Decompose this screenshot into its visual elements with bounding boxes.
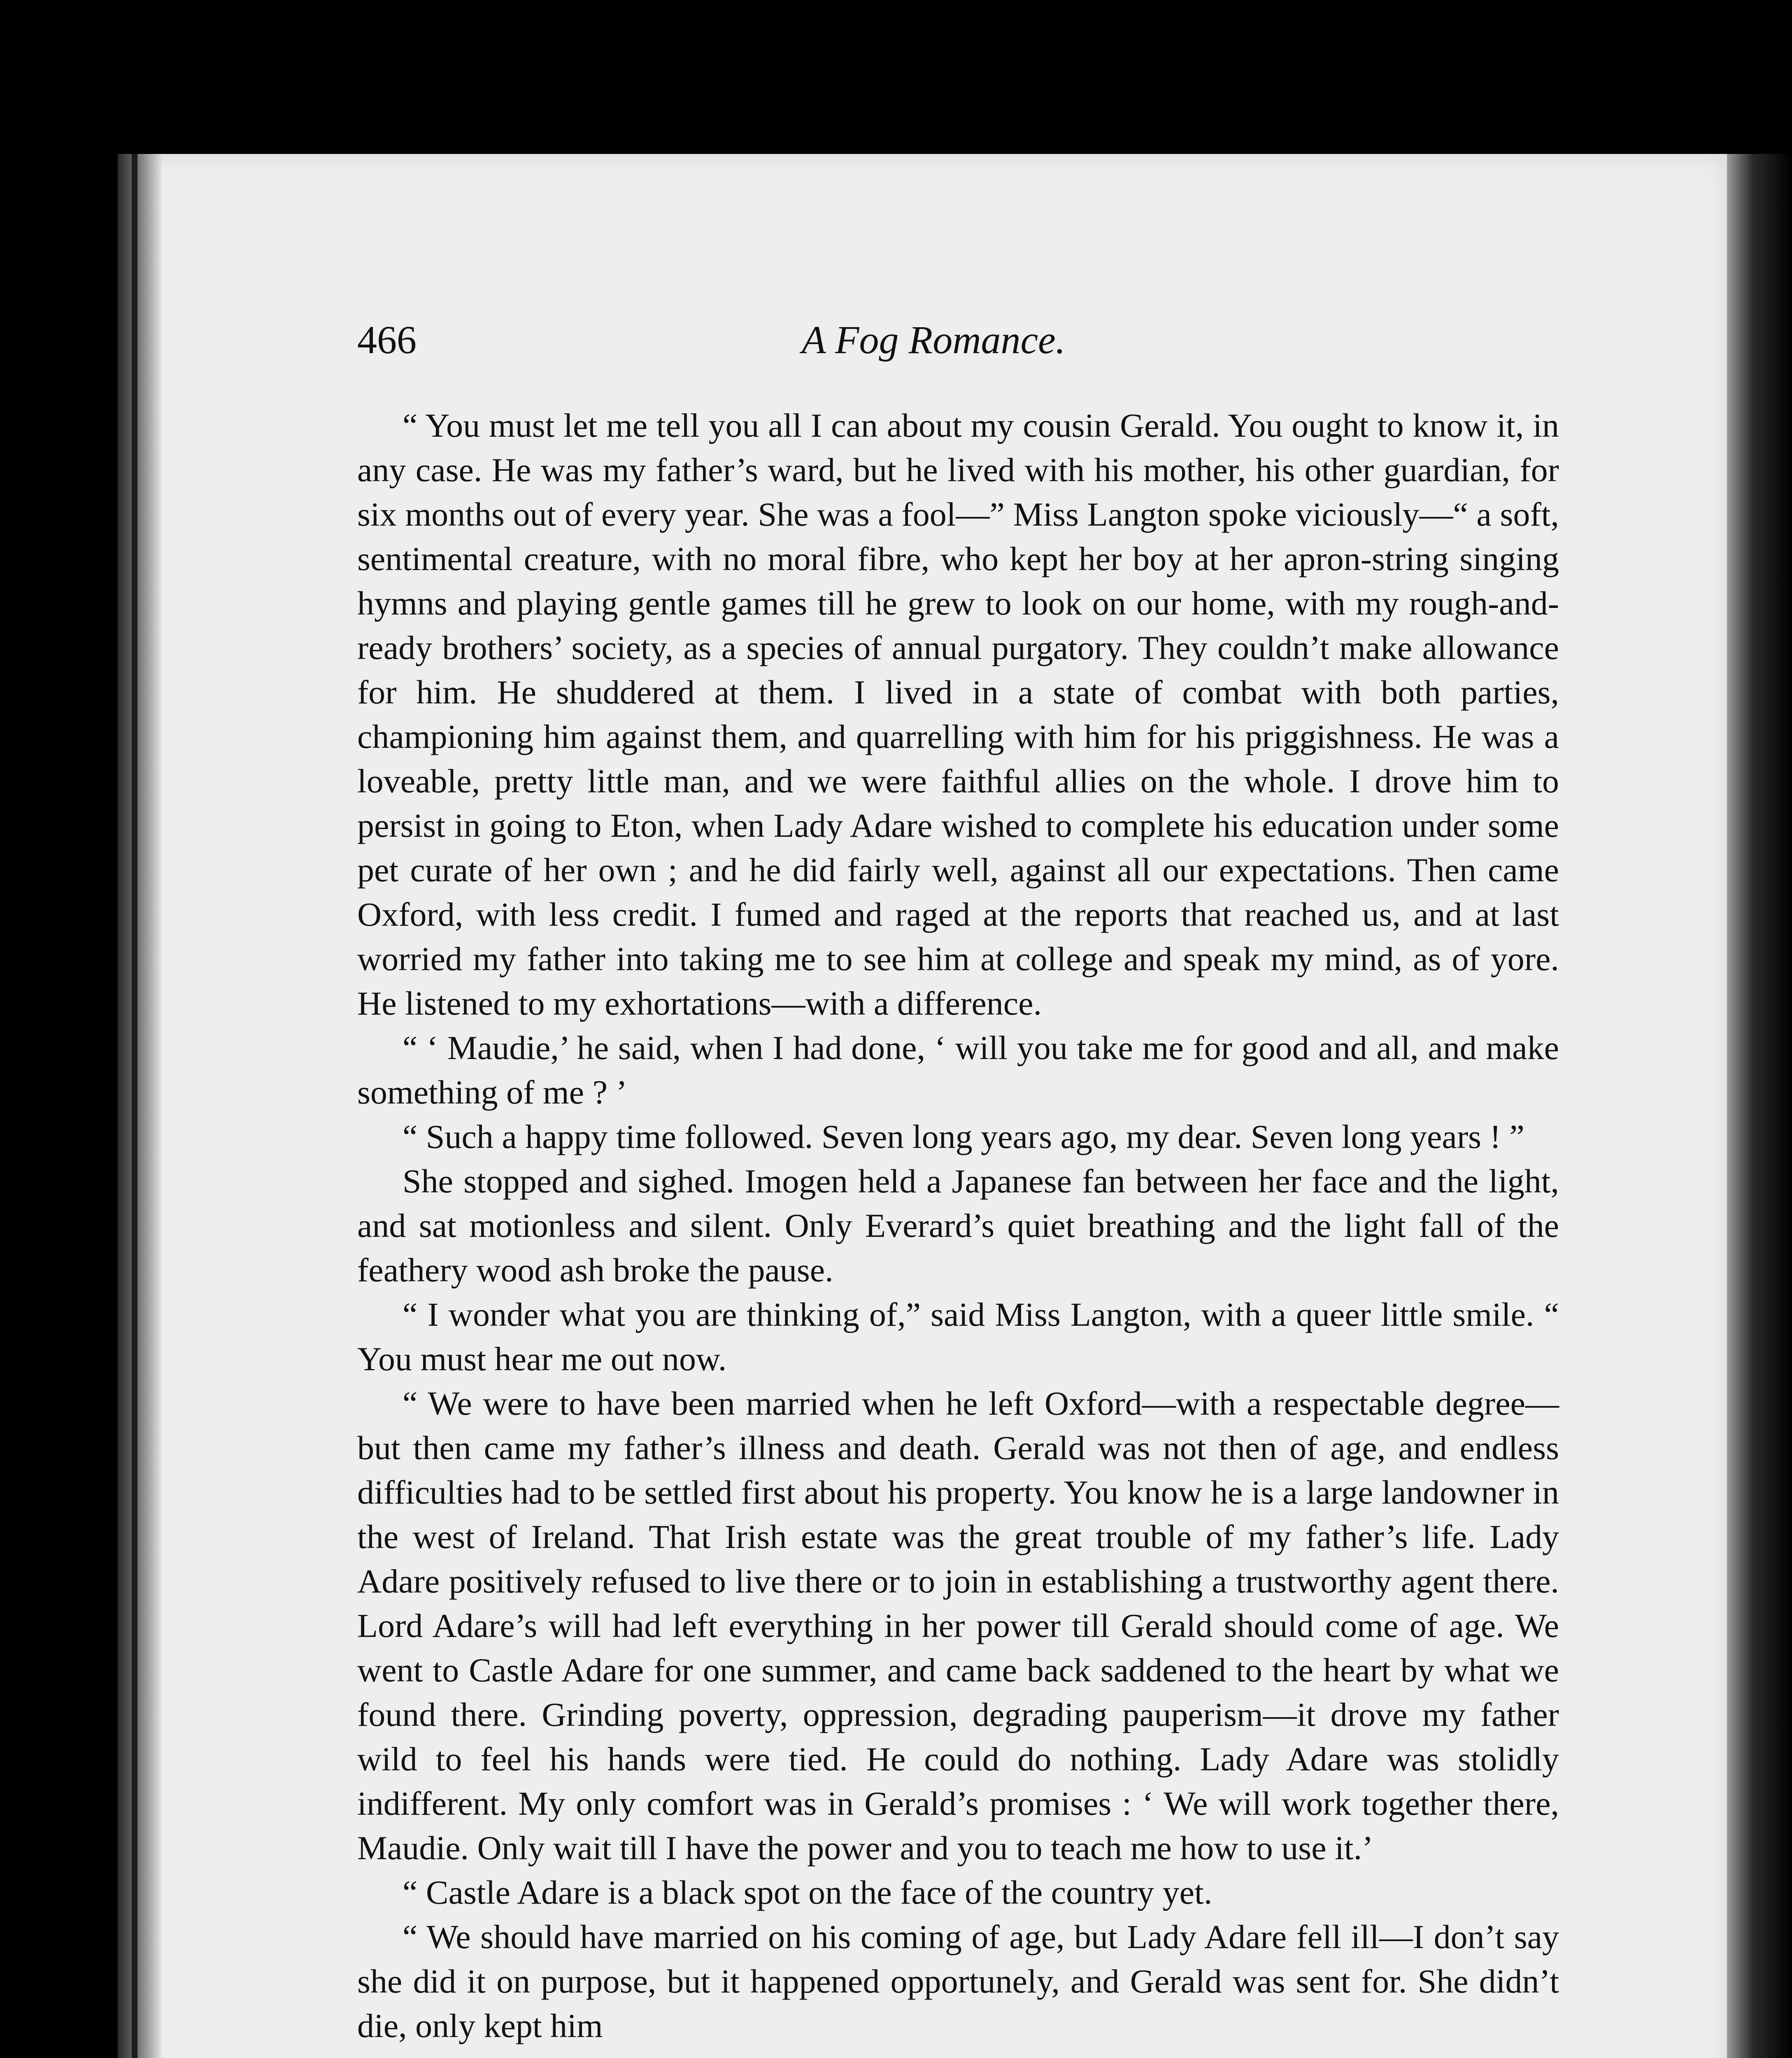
page-number: 466 [357, 318, 417, 362]
spine-line [132, 154, 137, 2058]
paragraph: “ Such a happy time followed. Seven long years ago, my dear. Seven long years ! ” [403, 1118, 1524, 1155]
running-title: A Fog Romance. [802, 318, 1066, 362]
paragraph: She stopped and sighed. Imogen held a Japanese fan between her face and the light, and sat motionless and silent. Only Everard’s quiet breathing and the light fall of the feathery wood ash broke the pause. [357, 1162, 1559, 1289]
page-header [357, 317, 1559, 375]
page-right-edge [1727, 154, 1792, 2058]
paragraph: “ You must let me tell you all I can about my cousin Gerald. You ought to know it, in any case. He was my father’s ward, but he lived with his mother, his other guardian, for six months out of every year. She was a fool—” Miss Langton spoke viciously—“ a soft, sentimental creature, with no moral fibre, who kept her boy at her apron-string singing hymns and playing gentle games till he grew to look on our home, with my rough-and-ready brothers’ society, as a species of annual purgatory. They couldn’t make allowance for him. He shuddered at them. I lived in a state of combat with both parties, championing him against them, and quarrelling with him for his priggishness. He was a loveable, pretty little man, and we were faithful allies on the whole. I drove him to persist in going to Eton, when Lady Adare wished to complete his education under some pet curate of her own ; and he did fairly well, against all our expectations. Then came Oxford, with less credit. I fumed and raged at the reports that reached us, and at last worried my father into taking me to see him at college and speak my mind, as of yore. He listened to my exhortations—with a difference. [357, 407, 1559, 1022]
paragraph: “ Castle Adare is a black spot on the face of the country yet. [403, 1874, 1213, 1911]
paragraph: “ We should have married on his coming of age, but Lady Adare fell ill—I don’t say she did it on purpose, but it happened opportunely, and Gerald was sent for. She didn’t die, only kept him [357, 1918, 1559, 2044]
body-text [357, 403, 1559, 2048]
paragraph: “ ‘ Maudie,’ he said, when I had done, ‘ will you take me for good and all, and make something of me ? ’ [357, 1029, 1559, 1111]
paragraph: “ We were to have been married when he left Oxford—with a respectable degree—but then came my father’s illness and death. Gerald was not then of age, and endless difficulties had to be settled first about his property. You know he is a large landowner in the west of Ireland. That Irish estate was the great trouble of my father’s life. Lady Adare positively refused to live there or to join in establishing a trustworthy agent there. Lord Adare’s will had left everything in her power till Gerald should come of age. We went to Castle Adare for one summer, and came back saddened to the heart by what we found there. Grinding poverty, oppression, degrading pauperism—it drove my father wild to feel his hands were tied. He could do nothing. Lady Adare was stolidly indifferent. My only comfort was in Gerald’s promises : ‘ We will work together there, Maudie. Only wait till I have the power and you to teach me how to use it.’ [357, 1385, 1559, 1867]
binding-shadow [118, 154, 163, 2058]
paragraph: “ I wonder what you are thinking of,” said Miss Langton, with a queer little smile. “ You must hear me out now. [357, 1296, 1559, 1378]
